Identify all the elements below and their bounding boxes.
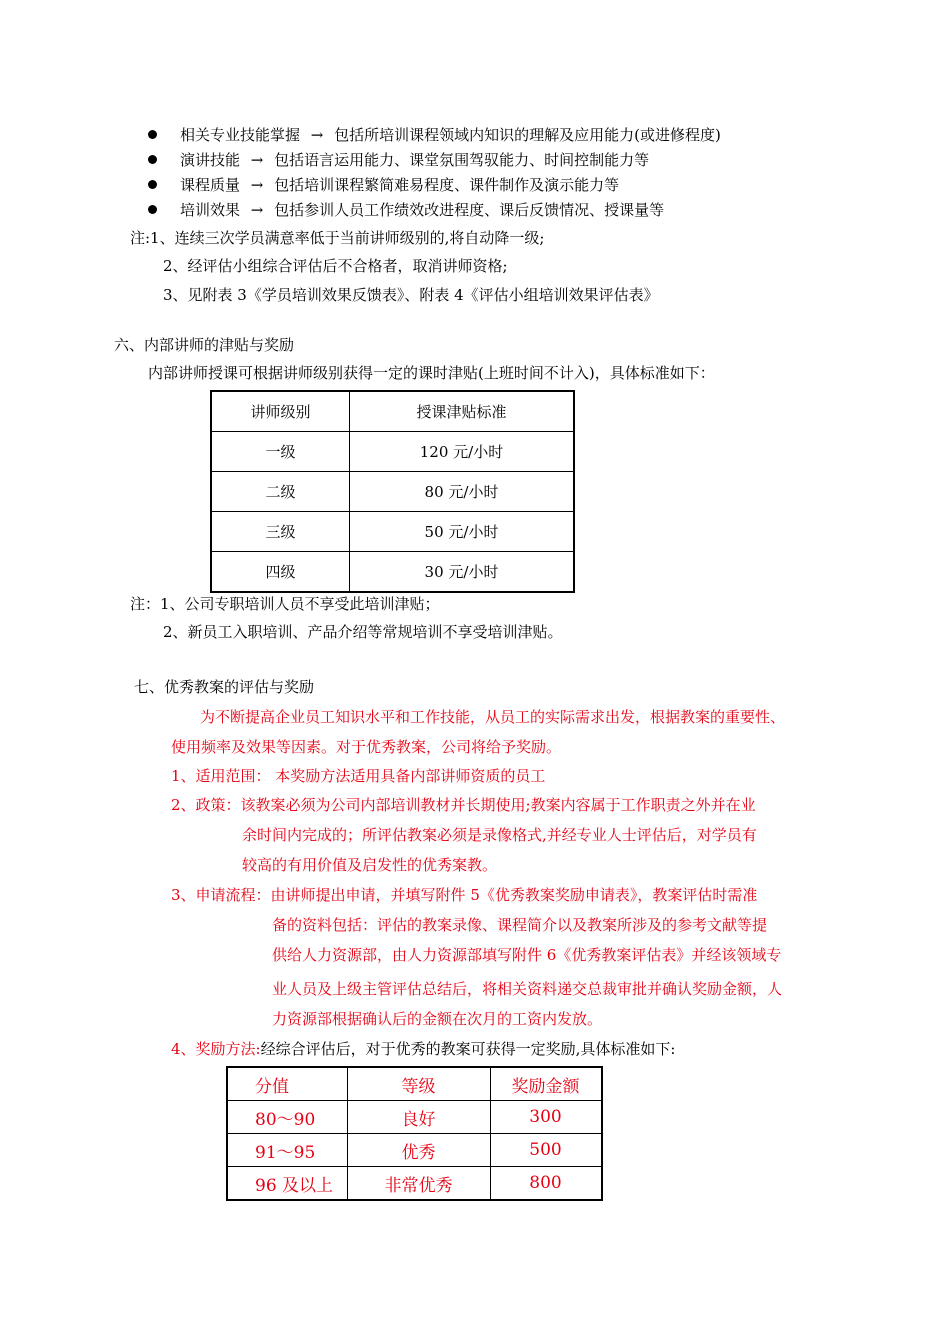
item-text: 经综合评估后，对于优秀的教案可获得一定奖励,具体标准如下: (260, 1040, 676, 1058)
table-cell: 良好 (347, 1101, 490, 1134)
bullet-desc: 包括参训人员工作绩效改进程度、课后反馈情况、授课量等 (274, 201, 665, 219)
item-label: 4、奖励方法: (171, 1040, 261, 1058)
table-cell: 优秀 (347, 1134, 490, 1167)
table-cell: 96 及以上 (227, 1167, 347, 1201)
table-header-row (227, 1067, 602, 1101)
table-cell: 30 元/小时 (350, 552, 575, 593)
item-process: 业人员及上级主管评估总结后，将相关资料递交总裁审批并确认奖励金额，人 (272, 980, 783, 998)
table-cell: 300 (490, 1101, 602, 1134)
item-policy: 较高的有用价值及启发性的优秀案教。 (242, 856, 498, 874)
bullet-item (180, 200, 664, 220)
bullet-desc: 包括语言运用能力、课堂氛围驾驭能力、时间控制能力等 (274, 151, 650, 169)
bullet-item (180, 175, 619, 195)
item-process: 备的资料包括：评估的教案录像、课程简介以及教案所涉及的参考文献等提 (272, 916, 768, 934)
table-cell: 80 元/小时 (350, 472, 575, 512)
bullet-desc: 包括所培训课程领域内知识的理解及应用能力(或进修程度) (334, 126, 721, 144)
bullet-dot-icon (148, 180, 157, 189)
table-cell: 80～90 (227, 1101, 347, 1134)
item-process: 供给人力资源部，由人力资源部填写附件 6《优秀教案评估表》并经该领域专 (272, 946, 782, 964)
item-reward-method (171, 1039, 675, 1059)
bullet-dot-icon (148, 205, 157, 214)
table-row (227, 1167, 602, 1201)
table-cell: 二级 (211, 472, 350, 512)
note-line: 2、经评估小组综合评估后不合格者，取消讲师资格; (163, 257, 508, 275)
section-intro: 使用频率及效果等因素。对于优秀教案，公司将给予奖励。 (171, 738, 562, 756)
note-line: 2、新员工入职培训、产品介绍等常规培训不享受培训津贴。 (163, 623, 563, 641)
bullet-term: 课程质量 (180, 176, 241, 194)
arrow-icon: → (250, 176, 264, 194)
table-cell: 91～95 (227, 1134, 347, 1167)
table-cell: 50 元/小时 (350, 512, 575, 552)
section-heading: 六、内部讲师的津贴与奖励 (114, 336, 295, 354)
arrow-icon: → (250, 151, 264, 169)
item-process: 力资源部根据确认后的金额在次月的工资内发放。 (272, 1010, 603, 1028)
arrow-icon: → (310, 126, 324, 144)
bullet-desc: 包括培训课程繁简难易程度、课件制作及演示能力等 (274, 176, 620, 194)
reward-table (226, 1066, 603, 1201)
table-header-cell: 奖励金额 (490, 1067, 602, 1101)
table-cell: 三级 (211, 512, 350, 552)
note-line: 注:1、连续三次学员满意率低于当前讲师级别的,将自动降一级; (130, 229, 545, 247)
bullet-term: 培训效果 (180, 201, 241, 219)
section-heading: 七、优秀教案的评估与奖励 (134, 678, 315, 696)
table-header-cell: 授课津贴标准 (350, 391, 575, 432)
item-policy: 余时间内完成的；所评估教案必须是录像格式,并经专业人士评估后，对学员有 (242, 826, 757, 844)
item-policy: 2、政策：该教案必须为公司内部培训教材并长期使用;教案内容属于工作职责之外并在业 (171, 796, 756, 814)
table-row (211, 552, 574, 593)
table-row (227, 1101, 602, 1134)
table-row (211, 512, 574, 552)
item-process: 3、申请流程：由讲师提出申请，并填写附件 5《优秀教案奖励申请表》，教案评估时需准 (171, 886, 758, 904)
table-cell: 一级 (211, 432, 350, 472)
table-cell: 非常优秀 (347, 1167, 490, 1201)
note-line: 3、见附表 3《学员培训效果反馈表》、附表 4《评估小组培训效果评估表》 (163, 286, 659, 304)
table-header-cell: 讲师级别 (211, 391, 350, 432)
table-header-cell: 分值 (227, 1067, 347, 1101)
item-scope: 1、适用范围： 本奖励方法适用具备内部讲师资质的员工 (171, 767, 546, 785)
arrow-icon: → (250, 201, 264, 219)
bullet-item (180, 125, 721, 145)
table-cell: 120 元/小时 (350, 432, 575, 472)
table-row (211, 432, 574, 472)
table-header-row (211, 391, 574, 432)
note-line: 注：1、公司专职培训人员不享受此培训津贴； (130, 595, 440, 613)
table-cell: 四级 (211, 552, 350, 593)
bullet-dot-icon (148, 130, 157, 139)
bullet-term: 演讲技能 (180, 151, 241, 169)
section-intro: 内部讲师授课可根据讲师级别获得一定的课时津贴(上班时间不计入)，具体标准如下： (148, 364, 715, 382)
table-cell: 500 (490, 1134, 602, 1167)
allowance-table (210, 390, 575, 593)
bullet-dot-icon (148, 155, 157, 164)
table-row (211, 472, 574, 512)
table-cell: 800 (490, 1167, 602, 1201)
table-header-cell: 等级 (347, 1067, 490, 1101)
section-intro: 为不断提高企业员工知识水平和工作技能，从员工的实际需求出发，根据教案的重要性、 (200, 708, 786, 726)
table-row (227, 1134, 602, 1167)
bullet-item (180, 150, 649, 170)
bullet-term: 相关专业技能掌握 (180, 126, 301, 144)
